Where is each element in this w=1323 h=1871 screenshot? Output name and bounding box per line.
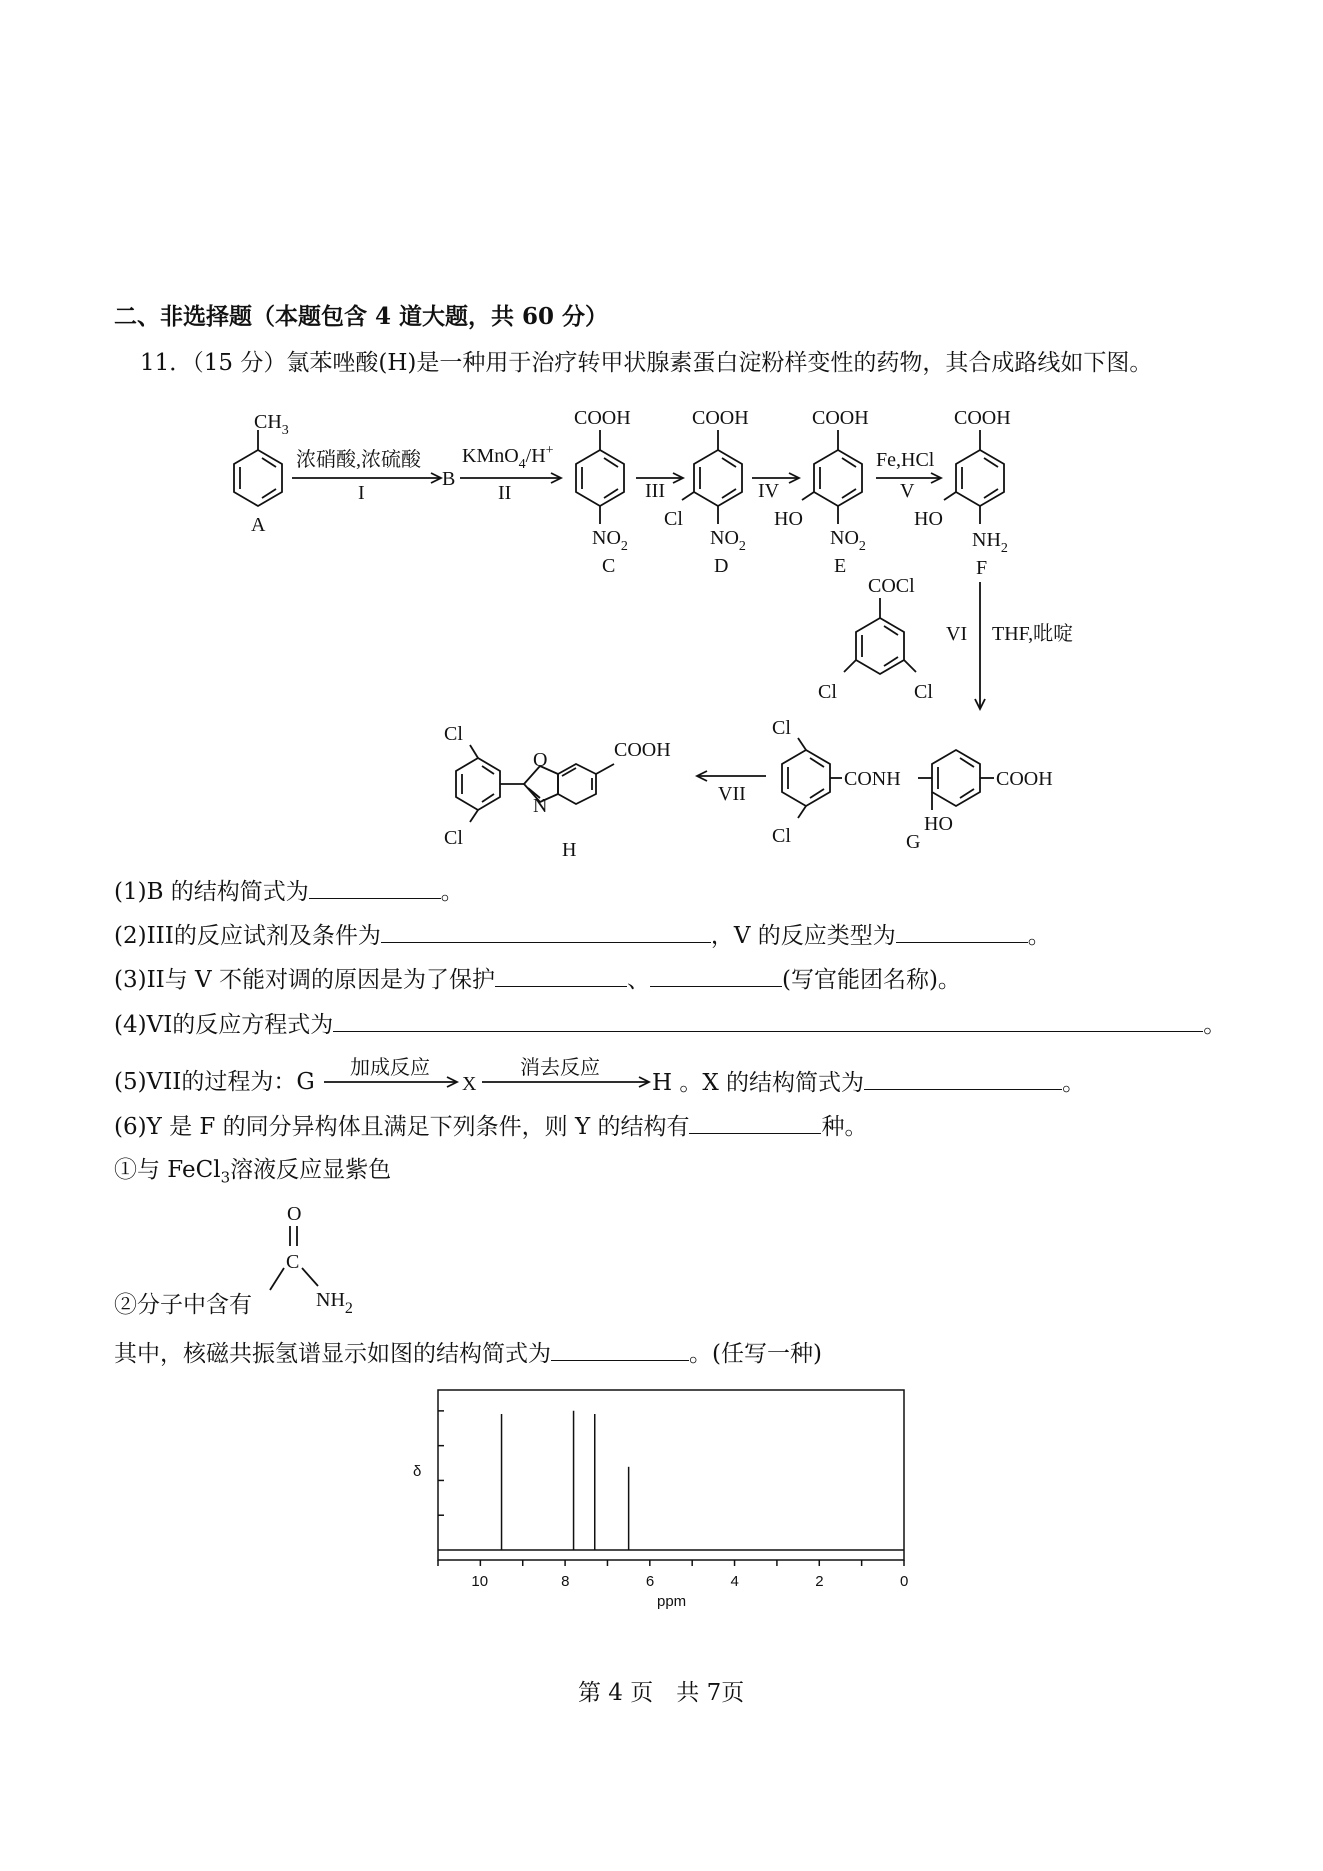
nmr-x-tick-label: 10: [471, 1573, 489, 1590]
label-h: H: [562, 839, 577, 861]
svg-text:Cl: Cl: [818, 681, 837, 703]
nmr-frame: [438, 1390, 904, 1560]
arrow-iv-label: IV: [758, 480, 780, 502]
svg-text:COOH: COOH: [574, 407, 631, 429]
page-footer: 第 4 页 共 7页: [578, 1680, 745, 1706]
answer-blank-3a[interactable]: [495, 964, 627, 987]
label-g: G: [906, 831, 921, 853]
label-d: D: [714, 555, 729, 577]
svg-text:Cl: Cl: [664, 508, 683, 530]
nmr-peaks: [502, 1411, 629, 1550]
amide-fragment: [260, 1192, 380, 1322]
q5-arrows: [322, 1052, 662, 1094]
nmr-ylabel: δ: [413, 1463, 422, 1480]
svg-text:NH2: $NH_2$: [316, 1289, 353, 1317]
molecule-f: [914, 407, 1011, 579]
nmr-spectrum-chart: [400, 1380, 920, 1620]
arrow-v-top: Fe,HCl: [876, 449, 935, 471]
svg-text:O: O: [287, 1203, 302, 1225]
question-intro: 11．（15 分）氯苯唑酸(H)是一种用于治疗转甲状腺素蛋白淀粉样变性的药物，其合成路线如下图。: [140, 350, 1153, 376]
molecule-d: [664, 407, 749, 577]
reaction-scheme-top: [200, 395, 1100, 585]
svg-text:Cl: Cl: [914, 681, 933, 703]
nmr-x-tick-label: 2: [815, 1573, 824, 1590]
answer-blank-4[interactable]: [333, 1009, 1203, 1032]
svg-text:Cl: Cl: [772, 717, 791, 739]
molecule-h: [444, 723, 671, 861]
label-e: E: [834, 555, 847, 577]
question-1: (1)B 的结构简式为 。: [114, 876, 464, 907]
svg-text:Cl: Cl: [772, 825, 791, 847]
molecule-a: [234, 411, 289, 536]
nmr-xlabel: ppm: [657, 1593, 687, 1610]
svg-text:Cl: Cl: [444, 827, 463, 849]
question-2: (2)III的反应试剂及条件为 ，V 的反应类型为 。: [114, 920, 1051, 951]
molecule-g: [772, 717, 1053, 853]
svg-text:HO: HO: [924, 813, 953, 835]
arrow-vi-label: VI: [946, 623, 968, 645]
question-5-tail: H 。X 的结构简式为 。: [652, 1067, 1085, 1098]
answer-blank-2b[interactable]: [896, 920, 1028, 943]
question-3: (3)II与 V 不能对调的原因是为了保护 、 (写官能团名称)。: [114, 964, 961, 995]
arrow-v-label: V: [900, 480, 915, 502]
nmr-x-tick-label: 0: [900, 1573, 909, 1590]
answer-blank-6[interactable]: [689, 1111, 821, 1134]
label-f: F: [976, 557, 988, 579]
svg-text:NO2: $NO_2$: [592, 527, 628, 554]
svg-text:COOH: COOH: [812, 407, 869, 429]
svg-text:NH2: $NH_2$: [972, 529, 1008, 556]
nmr-x-tick-label: 6: [645, 1573, 655, 1590]
svg-text:NO2: $NO_2$: [710, 527, 746, 554]
svg-text:Cl: Cl: [444, 723, 463, 745]
molecule-e: [774, 407, 869, 577]
nmr-question: 其中，核磁共振氢谱显示如图的结构简式为 。(任写一种): [114, 1338, 822, 1369]
ch3-label: $CH_3$: [254, 411, 289, 438]
arrow-ii-label: II: [498, 482, 512, 504]
arrow-i-top: 浓硝酸,浓硫酸: [296, 449, 421, 471]
answer-blank-1[interactable]: [309, 876, 441, 899]
svg-text:NO2: $NO_2$: [830, 527, 866, 554]
question-5: (5)VII的过程为：G: [114, 1069, 315, 1095]
arrow-ii-top: KMnO$_4$/H+: [462, 443, 554, 472]
arrow-iii-label: III: [645, 480, 665, 502]
nmr-x-ticks: [438, 1560, 908, 1590]
label-b: B: [442, 468, 456, 490]
answer-blank-5[interactable]: [864, 1067, 1062, 1090]
label-a: A: [251, 514, 266, 536]
svg-text:HO: HO: [774, 508, 803, 530]
molecule-acyl-chloride: [818, 575, 933, 703]
question-6: (6)Y 是 F 的同分异构体且满足下列条件，则 Y 的结构有 种。: [114, 1111, 867, 1142]
svg-text:HO: HO: [914, 508, 943, 530]
section-title: 二、非选择题（本题包含 4 道大题，共 60 分）: [114, 303, 609, 330]
reaction-step-vi: [820, 570, 1120, 720]
svg-text:COCl: COCl: [868, 575, 915, 597]
q5-x: X: [462, 1073, 477, 1095]
molecule-c: [574, 407, 631, 577]
nmr-x-tick-label: 4: [730, 1573, 739, 1590]
label-c: C: [602, 555, 616, 577]
answer-blank-nmr[interactable]: [551, 1338, 689, 1361]
q5-arrow1-label: 加成反应: [350, 1057, 430, 1079]
arrow-i-label: I: [358, 482, 365, 504]
svg-text:C: C: [286, 1251, 300, 1273]
condition-2: ②分子中含有: [114, 1292, 252, 1318]
svg-text:COOH: COOH: [692, 407, 749, 429]
svg-text:CONH: CONH: [844, 768, 901, 790]
reaction-scheme-bottom: [430, 710, 1130, 870]
nmr-y-ticks: [438, 1411, 444, 1515]
answer-blank-2a[interactable]: [381, 920, 711, 943]
svg-text:O: O: [533, 749, 548, 771]
question-4: (4)VI的反应方程式为 。: [114, 1009, 1226, 1040]
svg-text:COOH: COOH: [954, 407, 1011, 429]
svg-text:N: N: [533, 795, 548, 817]
nmr-x-tick-label: 8: [561, 1573, 570, 1590]
answer-blank-3b[interactable]: [650, 964, 782, 987]
condition-1: ①与 FeCl$_3$溶液反应显紫色: [114, 1157, 392, 1187]
q5-arrow2-label: 消去反应: [520, 1057, 600, 1079]
arrow-vii-label: VII: [718, 783, 746, 805]
arrow-vi-cond: THF,吡啶: [992, 623, 1074, 645]
svg-text:COOH: COOH: [614, 739, 671, 761]
svg-text:COOH: COOH: [996, 768, 1053, 790]
